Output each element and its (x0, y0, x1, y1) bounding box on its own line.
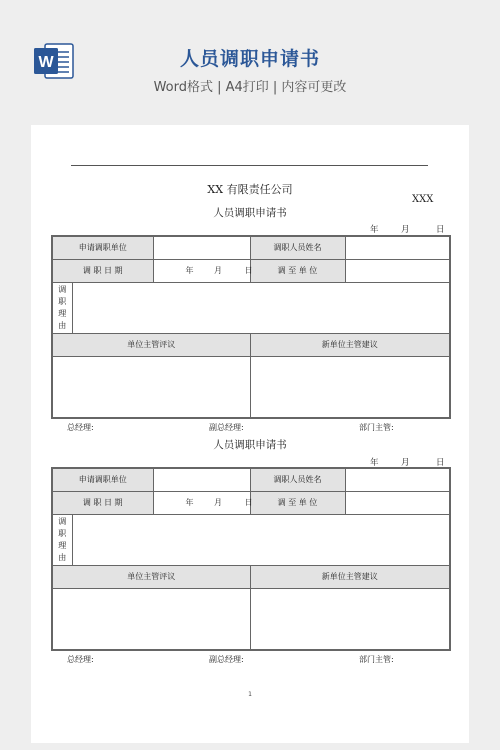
form-2-date-year: 年 (185, 498, 194, 507)
form-1-apply-unit-field[interactable] (153, 236, 250, 259)
form-1-transfer-date-label: 调 职 日 期 (52, 259, 153, 282)
form-1-gm-signature: 总经理: (67, 423, 94, 432)
company-name: XX 有限责任公司 (207, 183, 293, 196)
form-1-table (51, 235, 451, 419)
form-2-apply-unit-label: 申请调职单位 (52, 468, 153, 491)
form-1-transfer-date-field[interactable] (153, 259, 253, 282)
page-number: 1 (248, 691, 252, 698)
form-2-transfer-date-field[interactable] (153, 491, 253, 514)
page-header (0, 0, 500, 125)
word-icon-letter: W (38, 54, 54, 71)
form-2-title: 人员调职申请书 (213, 439, 287, 451)
form-1-dept-head-signature: 部门主管: (359, 423, 394, 432)
form-1-deputy-gm-signature: 副总经理: (209, 423, 244, 432)
form-1-day-label: 日 (436, 225, 445, 235)
form-2-gm-signature: 总经理: (67, 655, 94, 664)
form-1-reason-label: 调 职 理 由 (52, 282, 72, 333)
page-title: 人员调职申请书 (179, 48, 320, 70)
form-1-supervisor-comment-field[interactable] (52, 356, 250, 418)
form-1-reason-field[interactable] (72, 282, 450, 333)
form-2-day-label: 日 (436, 458, 445, 468)
form-1-title: 人员调职申请书 (213, 207, 287, 219)
form-1-date-day: 日 (244, 266, 253, 275)
form-2-person-name-label: 调职人员姓名 (250, 468, 345, 491)
form-2-date-day: 日 (244, 498, 253, 507)
form-2-deputy-gm-signature: 副总经理: (209, 655, 244, 664)
form-2-new-supervisor-advice-field[interactable] (250, 588, 450, 650)
page-subtitle: Word格式 | A4打印 | 内容可更改 (153, 80, 347, 95)
form-2-supervisor-comment-label: 单位主管评议 (52, 565, 250, 588)
form-1-target-unit-field[interactable] (345, 259, 450, 282)
form-1-date-year: 年 (185, 266, 194, 275)
form-1-new-supervisor-advice-field[interactable] (250, 356, 450, 418)
document-code: XXX (412, 194, 434, 205)
form-1-year-label: 年 (370, 225, 379, 235)
form-2-supervisor-comment-field[interactable] (52, 588, 250, 650)
form-2-reason-label: 调 职 理 由 (52, 514, 72, 565)
form-1-date-month: 月 (214, 266, 223, 275)
form-2-target-unit-label: 调 至 单 位 (250, 491, 345, 514)
form-2-transfer-date-label: 调 职 日 期 (52, 491, 153, 514)
form-2-target-unit-field[interactable] (345, 491, 450, 514)
form-1-person-name-field[interactable] (345, 236, 450, 259)
form-2-year-label: 年 (370, 458, 379, 468)
form-1-apply-unit-label: 申请调职单位 (52, 236, 153, 259)
form-1-month-label: 月 (401, 225, 410, 235)
header-rule (71, 165, 428, 166)
form-2-month-label: 月 (401, 458, 410, 468)
form-2-date-month: 月 (214, 498, 223, 507)
form-1-new-supervisor-advice-label: 新单位主管建议 (250, 333, 450, 356)
form-1-person-name-label: 调职人员姓名 (250, 236, 345, 259)
form-2-dept-head-signature: 部门主管: (359, 655, 394, 664)
form-1-supervisor-comment-label: 单位主管评议 (52, 333, 250, 356)
form-2-table (51, 467, 451, 651)
document-page (31, 125, 469, 743)
form-1-target-unit-label: 调 至 单 位 (250, 259, 345, 282)
form-2-apply-unit-field[interactable] (153, 468, 250, 491)
form-2-person-name-field[interactable] (345, 468, 450, 491)
form-2-new-supervisor-advice-label: 新单位主管建议 (250, 565, 450, 588)
form-2-reason-field[interactable] (72, 514, 450, 565)
